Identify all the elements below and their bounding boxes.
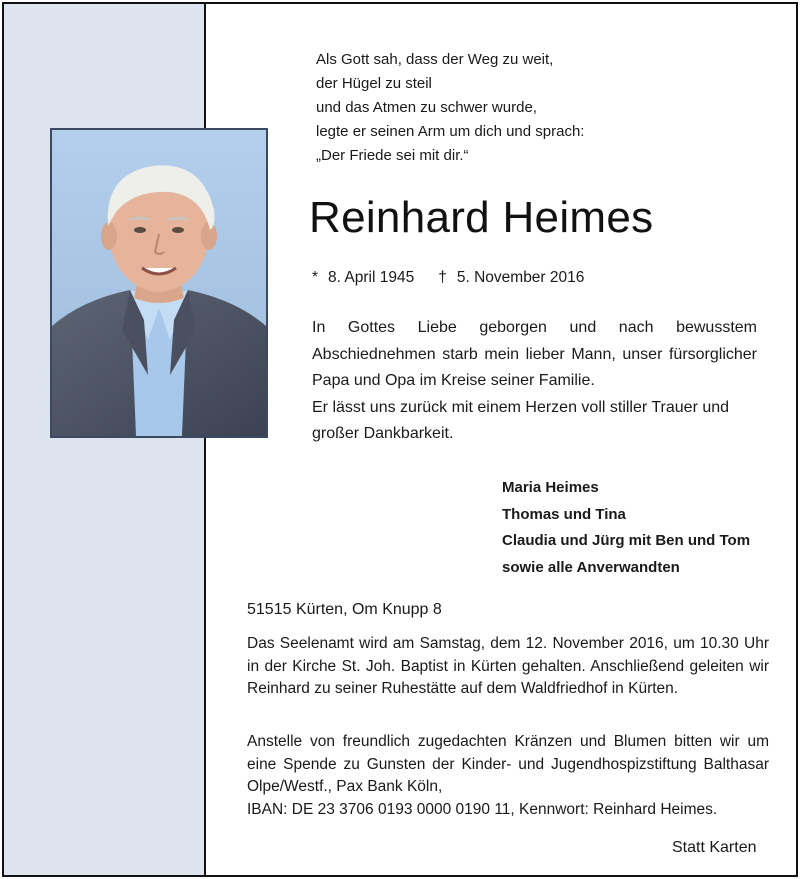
main-paragraph-1: In Gottes Liebe geborgen und nach bewusstem Abschiednehmen starb mein lieber Mann, unser fürsorglicher Papa und Opa im Kreise seiner Familie. [312, 319, 757, 389]
poem-line: der Hügel zu steil [316, 75, 432, 92]
obituary-card [2, 2, 798, 877]
portrait-illustration [52, 130, 266, 436]
birth-date: 8. April 1945 [328, 269, 415, 286]
poem-line: legte er seinen Arm um dich und sprach: [316, 123, 585, 140]
poem [316, 48, 584, 168]
portrait-photo [50, 128, 268, 438]
family-member: Maria Heimes [502, 479, 599, 496]
family-member: sowie alle Anverwandten [502, 558, 680, 576]
family-signatures [502, 475, 750, 581]
deceased-name: Reinhard Heimes [309, 193, 654, 242]
life-dates [312, 266, 584, 289]
birth-star-icon: * [312, 269, 319, 286]
main-paragraph-2: Er lässt uns zurück mit einem Herzen voll stiller Trauer und großer Dankbarkeit. [312, 398, 730, 442]
death-date: 5. November 2016 [456, 269, 585, 286]
donation-info [247, 731, 769, 821]
iban-line: IBAN: DE 23 3706 0193 0000 0190 11, Kennwort: Reinhard Heimes. [247, 800, 718, 818]
family-member: Thomas und Tina [502, 505, 626, 523]
poem-line: Als Gott sah, dass der Weg zu weit, [316, 51, 554, 68]
poem-line: und das Atmen zu schwer wurde, [316, 99, 537, 116]
closing-note: Statt Karten [672, 839, 757, 856]
poem-line: „Der Friede sei mit dir.“ [316, 147, 469, 164]
service-info [247, 633, 769, 701]
donation-text: Anstelle von freundlich zugedachten Kränzen und Blumen bitten wir um eine Spende zu Gunsten der Kinder- und Jugendhospizstiftung Balthasar Olpe/Westf., Pax Bank Köln, [247, 733, 769, 795]
main-message [312, 315, 757, 448]
service-text: Das Seelenamt wird am Samstag, dem 12. November 2016, um 10.30 Uhr in der Kirche St. Joh. Baptist in Kürten gehalten. Anschließend geleiten wir Reinhard zu seiner Ruhestätte auf dem Waldfriedhof in Kürten. [247, 635, 769, 697]
address: 51515 Kürten, Om Knupp 8 [247, 601, 442, 618]
family-member: Claudia und Jürg mit Ben und Tom [502, 532, 751, 549]
cross-icon: † [438, 269, 447, 286]
